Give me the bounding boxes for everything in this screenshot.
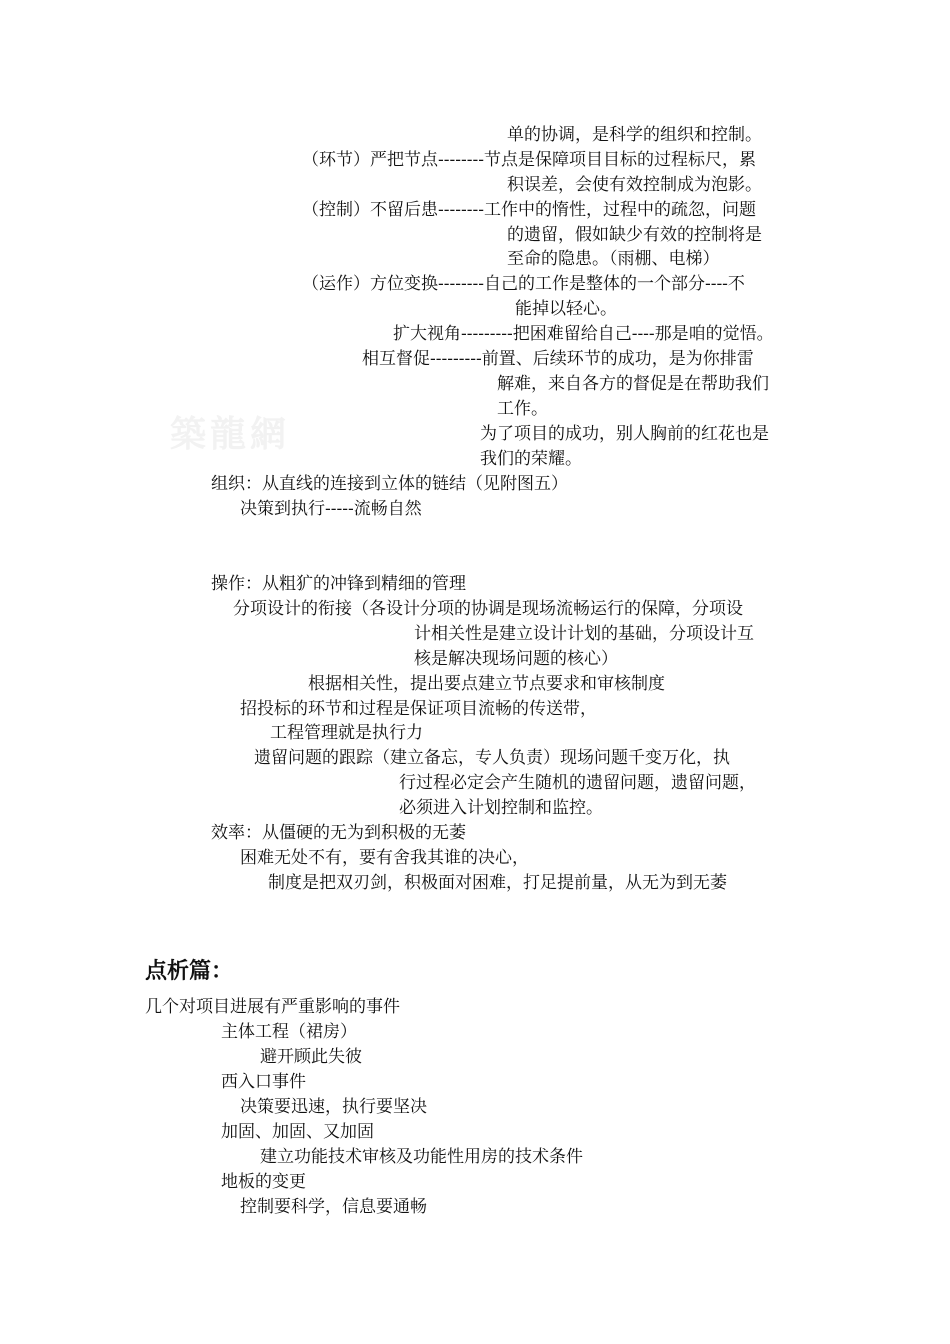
text-line: 单的协调，是科学的组织和控制。: [507, 125, 762, 145]
text-line: 必须进入计划控制和监控。: [399, 798, 603, 818]
text-line: 的遗留，假如缺少有效的控制将是: [507, 225, 762, 245]
text-line: 积误差，会使有效控制成为泡影。: [507, 175, 762, 195]
event-note: 避开顾此失彼: [260, 1047, 362, 1067]
section-intro: 几个对项目进展有严重影响的事件: [145, 997, 400, 1017]
text-line: 根据相关性，提出要点建立节点要求和审核制度: [308, 674, 665, 694]
text-line: 困难无处不有，要有舍我其谁的决心，: [240, 848, 529, 868]
text-line: 组织：从直线的连接到立体的链结（见附图五）: [211, 474, 568, 494]
text-line: （运作）方位变换--------自己的工作是整体的一个部分----不: [302, 274, 745, 294]
text-line: 决策到执行-----流畅自然: [240, 499, 422, 519]
event-note: 建立功能技术审核及功能性用房的技术条件: [260, 1147, 583, 1167]
text-line: 工作。: [497, 399, 548, 419]
event-title: 加固、加固、又加固: [221, 1122, 374, 1142]
text-line: 制度是把双刃剑，积极面对困难，打足提前量，从无为到无萎: [268, 873, 727, 893]
watermark: 築龍網: [170, 413, 291, 455]
text-line: 为了项目的成功，别人胸前的红花也是: [480, 424, 769, 444]
text-line: （控制）不留后患--------工作中的惰性，过程中的疏忽，问题: [302, 200, 756, 220]
text-line: 行过程必定会产生随机的遗留问题，遗留问题，: [399, 773, 756, 793]
text-line: 工程管理就是执行力: [270, 723, 423, 743]
text-line: 我们的荣耀。: [480, 449, 582, 469]
text-line: 遗留问题的跟踪（建立备忘，专人负责）现场问题千变万化，执: [254, 748, 730, 768]
event-title: 地板的变更: [221, 1172, 306, 1192]
text-line: 至命的隐患。（雨棚、电梯）: [507, 249, 720, 269]
event-note: 决策要迅速，执行要坚决: [240, 1097, 427, 1117]
text-line: 核是解决现场问题的核心）: [414, 649, 618, 669]
text-line: 分项设计的衔接（各设计分项的协调是现场流畅运行的保障，分项设: [233, 599, 743, 619]
text-line: 效率：从僵硬的无为到积极的无萎: [211, 823, 466, 843]
text-line: 解难，来自各方的督促是在帮助我们: [497, 374, 769, 394]
text-line: 招投标的环节和过程是保证项目流畅的传送带，: [240, 699, 597, 719]
section-title: 点析篇：: [145, 959, 234, 984]
event-title: 主体工程（裙房）: [221, 1022, 357, 1042]
event-title: 西入口事件: [221, 1072, 306, 1092]
text-line: 相互督促---------前置、后续环节的成功，是为你排雷: [362, 349, 754, 369]
text-line: 能掉以轻心。: [515, 299, 617, 319]
text-line: 操作：从粗犷的冲锋到精细的管理: [211, 574, 466, 594]
text-line: （环节）严把节点--------节点是保障项目目标的过程标尺，累: [302, 150, 756, 170]
event-note: 控制要科学，信息要通畅: [240, 1197, 427, 1217]
text-line: 计相关性是建立设计计划的基础，分项设计互: [414, 624, 754, 644]
text-line: 扩大视角---------把困难留给自己----那是咱的觉悟。: [393, 324, 774, 344]
